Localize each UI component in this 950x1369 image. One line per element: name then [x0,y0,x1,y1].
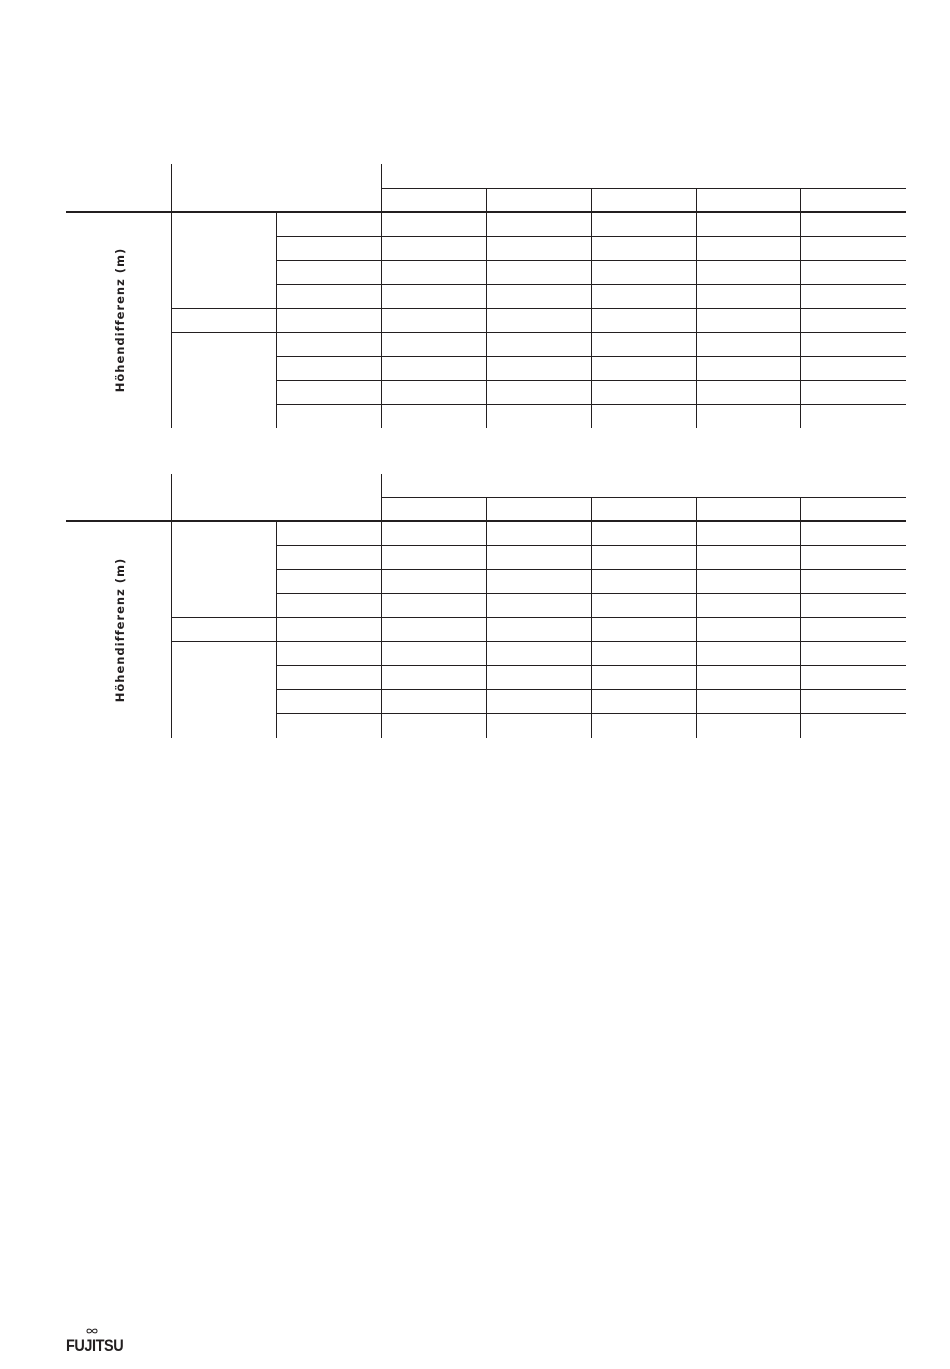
header-rule [66,211,906,213]
row-rule [171,641,906,642]
rule [171,164,172,428]
row-rule [171,332,906,333]
rule [381,474,382,738]
rule [381,188,906,189]
row-rule [276,593,906,594]
rule [381,497,906,498]
axis-label-height-difference: Höhendifferenz (m) [113,247,127,393]
table-2 [0,474,950,754]
row-rule [171,308,906,309]
axis-label-height-difference: Höhendifferenz (m) [113,557,127,703]
rule [381,164,382,428]
row-rule [276,689,906,690]
row-rule [276,236,906,237]
rule [276,212,277,428]
rule [276,521,277,738]
row-rule [171,617,906,618]
row-rule [276,380,906,381]
row-rule [276,356,906,357]
row-rule [276,665,906,666]
rule [171,474,172,738]
row-rule [276,713,906,714]
row-rule [276,545,906,546]
row-rule [276,404,906,405]
brand-infinity-icon [86,1327,98,1335]
table-1 [0,164,950,444]
row-rule [276,569,906,570]
row-rule [276,284,906,285]
fujitsu-logo: FUJITSU [66,1336,124,1355]
header-rule [66,520,906,522]
row-rule [276,260,906,261]
